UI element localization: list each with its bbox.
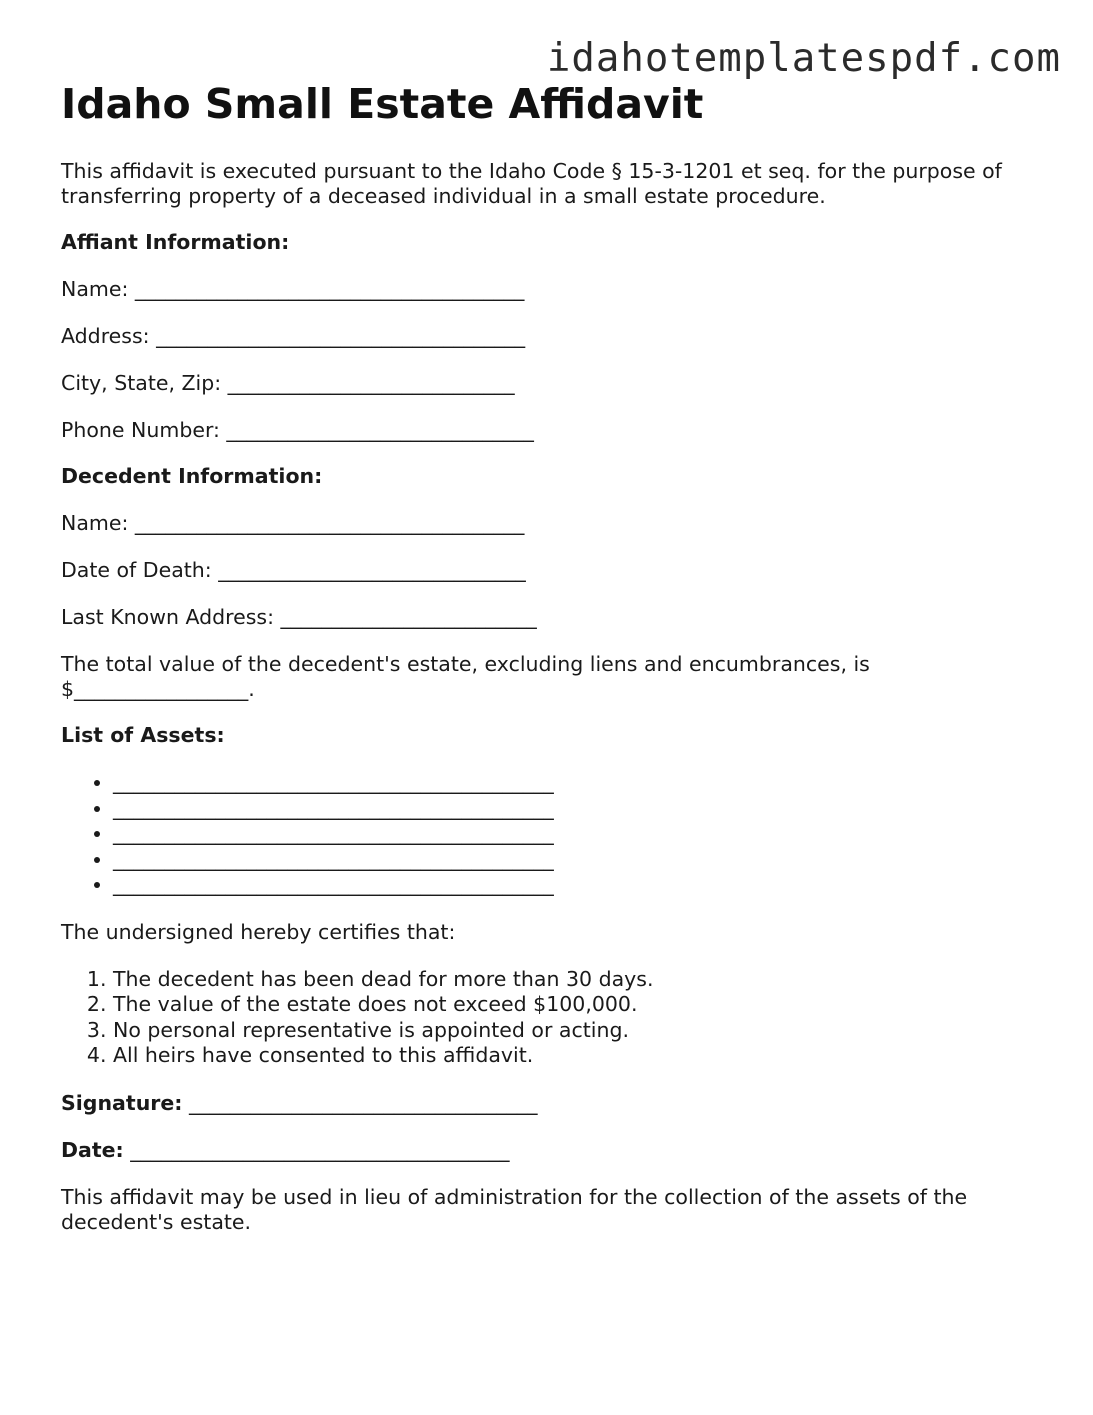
- certification-item: 1. The decedent has been dead for more than 30 days.: [113, 967, 1041, 993]
- decedent-heading: Decedent Information:: [61, 464, 323, 488]
- decedent-last-address-field: Last Known Address: _________________________: [61, 605, 537, 629]
- asset-line: • ___________________________________________: [113, 796, 1041, 822]
- affiant-city-field: City, State, Zip: ____________________________: [61, 371, 515, 395]
- asset-line: • ___________________________________________: [113, 847, 1041, 873]
- affiant-name-field: Name: ______________________________________: [61, 277, 525, 301]
- certification-item: 2. The value of the estate does not exceed $100,000.: [113, 992, 1041, 1018]
- signature-label: Signature:: [61, 1090, 183, 1115]
- certification-item: 4. All heirs have consented to this affidavit.: [113, 1043, 1041, 1069]
- asset-line: • ___________________________________________: [113, 872, 1041, 898]
- decedent-date-of-death-field: Date of Death: ______________________________: [61, 558, 526, 582]
- date-line: _____________________________________: [130, 1137, 510, 1162]
- date-label: Date:: [61, 1137, 124, 1162]
- signature-line: __________________________________: [189, 1090, 538, 1115]
- signature-field: [61, 1091, 1041, 1116]
- date-field: [61, 1138, 1041, 1163]
- asset-line: • ___________________________________________: [113, 821, 1041, 847]
- total-value-statement: The total value of the decedent's estate, excluding liens and encumbrances, is $_________________.: [61, 652, 870, 701]
- affiant-address-field: Address: ____________________________________: [61, 324, 526, 348]
- document-body: [61, 78, 1041, 1235]
- assets-list: [61, 770, 1041, 898]
- asset-line: • ___________________________________________: [113, 770, 1041, 796]
- assets-heading: List of Assets:: [61, 723, 225, 747]
- intro-paragraph: This affidavit is executed pursuant to the Idaho Code § 15-3-1201 et seq. for the purpose of transferring property of a deceased individual in a small estate procedure.: [61, 159, 1002, 208]
- certification-item: 3. No personal representative is appointed or acting.: [113, 1018, 1041, 1044]
- certifications-list: [61, 967, 1041, 1069]
- watermark: idahotemplatespdf.com: [546, 36, 1061, 81]
- affiant-heading: Affiant Information:: [61, 230, 290, 254]
- decedent-name-field: Name: ______________________________________: [61, 511, 525, 535]
- certify-intro: The undersigned hereby certifies that:: [61, 919, 456, 944]
- affiant-phone-field: Phone Number: ______________________________: [61, 418, 534, 442]
- document-title: Idaho Small Estate Affidavit: [61, 80, 704, 128]
- closing-paragraph: This affidavit may be used in lieu of administration for the collection of the assets of the decedent's estate.: [61, 1184, 968, 1234]
